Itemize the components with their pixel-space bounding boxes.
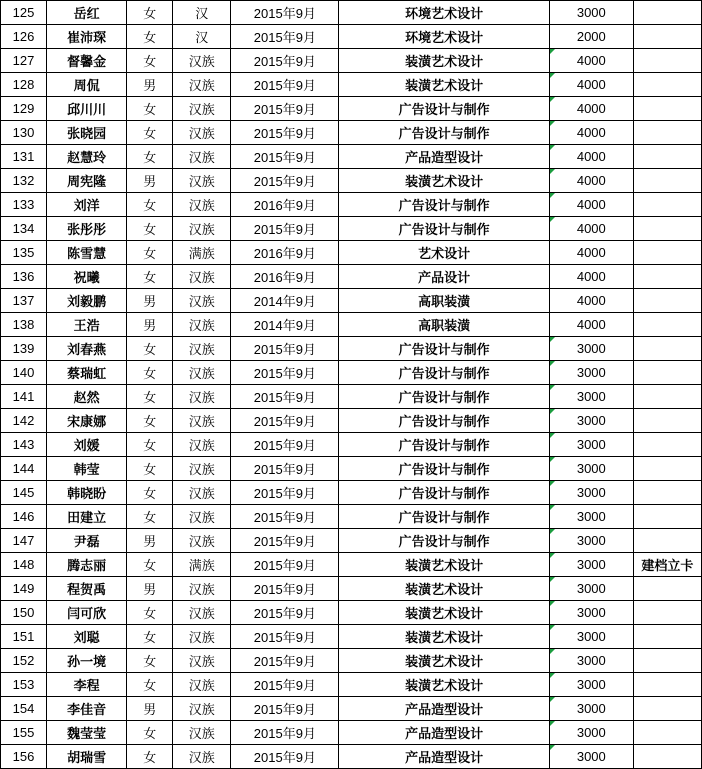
cell-enroll-date[interactable]: 2015年9月 — [231, 673, 339, 697]
cell-enroll-date[interactable]: 2016年9月 — [231, 241, 339, 265]
table-row — [1, 721, 702, 745]
cell-sex[interactable]: 女 — [127, 121, 173, 145]
cell-amount[interactable]: 3000 — [549, 505, 633, 529]
cell-amount[interactable]: 3000 — [549, 649, 633, 673]
cell-amount[interactable]: 2000 — [549, 25, 633, 49]
cell-sex[interactable]: 女 — [127, 337, 173, 361]
cell-amount[interactable]: 3000 — [549, 601, 633, 625]
cell-id[interactable]: 125 — [1, 1, 47, 25]
cell-sex[interactable]: 女 — [127, 745, 173, 769]
cell-ethnicity[interactable]: 汉族 — [173, 385, 231, 409]
cell-sex[interactable]: 女 — [127, 601, 173, 625]
cell-name[interactable]: 孙一境 — [47, 649, 127, 673]
cell-major[interactable]: 装潢艺术设计 — [339, 601, 549, 625]
cell-ethnicity[interactable]: 汉族 — [173, 697, 231, 721]
cell-id[interactable]: 152 — [1, 649, 47, 673]
table-row — [1, 1, 702, 25]
cell-major[interactable]: 产品造型设计 — [339, 697, 549, 721]
cell-amount[interactable]: 3000 — [549, 361, 633, 385]
cell-ethnicity[interactable]: 汉族 — [173, 505, 231, 529]
cell-note[interactable] — [633, 745, 701, 769]
cell-id[interactable]: 139 — [1, 337, 47, 361]
cell-note[interactable] — [633, 217, 701, 241]
cell-id[interactable]: 140 — [1, 361, 47, 385]
cell-major[interactable]: 装潢艺术设计 — [339, 649, 549, 673]
cell-name[interactable]: 周宪隆 — [47, 169, 127, 193]
table-row — [1, 121, 702, 145]
cell-ethnicity[interactable]: 汉族 — [173, 361, 231, 385]
cell-amount[interactable]: 3000 — [549, 745, 633, 769]
cell-name[interactable]: 闫可欣 — [47, 601, 127, 625]
cell-id[interactable]: 130 — [1, 121, 47, 145]
cell-id[interactable]: 135 — [1, 241, 47, 265]
table-row — [1, 625, 702, 649]
cell-amount[interactable]: 4000 — [549, 193, 633, 217]
cell-major[interactable]: 广告设计与制作 — [339, 193, 549, 217]
cell-name[interactable]: 韩晓盼 — [47, 481, 127, 505]
cell-enroll-date[interactable]: 2015年9月 — [231, 217, 339, 241]
cell-amount[interactable]: 3000 — [549, 625, 633, 649]
table-row — [1, 193, 702, 217]
cell-major[interactable]: 装潢艺术设计 — [339, 553, 549, 577]
cell-ethnicity[interactable]: 汉族 — [173, 433, 231, 457]
cell-note[interactable] — [633, 529, 701, 553]
cell-major[interactable]: 产品造型设计 — [339, 745, 549, 769]
cell-amount[interactable]: 4000 — [549, 145, 633, 169]
cell-id[interactable]: 134 — [1, 217, 47, 241]
cell-note[interactable] — [633, 481, 701, 505]
table-row — [1, 481, 702, 505]
cell-enroll-date[interactable]: 2015年9月 — [231, 1, 339, 25]
cell-major[interactable]: 产品造型设计 — [339, 721, 549, 745]
cell-amount[interactable]: 4000 — [549, 289, 633, 313]
cell-enroll-date[interactable]: 2015年9月 — [231, 361, 339, 385]
cell-note[interactable] — [633, 169, 701, 193]
cell-enroll-date[interactable]: 2015年9月 — [231, 121, 339, 145]
cell-id[interactable]: 154 — [1, 697, 47, 721]
cell-enroll-date[interactable]: 2015年9月 — [231, 529, 339, 553]
cell-enroll-date[interactable]: 2016年9月 — [231, 265, 339, 289]
table-row — [1, 97, 702, 121]
cell-sex[interactable]: 女 — [127, 721, 173, 745]
cell-id[interactable]: 137 — [1, 289, 47, 313]
cell-note[interactable] — [633, 577, 701, 601]
cell-enroll-date[interactable]: 2015年9月 — [231, 577, 339, 601]
cell-sex[interactable]: 女 — [127, 361, 173, 385]
cell-major[interactable]: 产品造型设计 — [339, 145, 549, 169]
cell-sex[interactable]: 男 — [127, 73, 173, 97]
cell-name[interactable]: 刘春燕 — [47, 337, 127, 361]
table-row — [1, 433, 702, 457]
cell-note[interactable] — [633, 49, 701, 73]
cell-amount[interactable]: 3000 — [549, 409, 633, 433]
cell-amount[interactable]: 3000 — [549, 1, 633, 25]
cell-enroll-date[interactable]: 2015年9月 — [231, 505, 339, 529]
table-row — [1, 169, 702, 193]
cell-note[interactable] — [633, 25, 701, 49]
cell-major[interactable]: 艺术设计 — [339, 241, 549, 265]
cell-amount[interactable]: 4000 — [549, 121, 633, 145]
cell-enroll-date[interactable]: 2015年9月 — [231, 481, 339, 505]
cell-id[interactable]: 151 — [1, 625, 47, 649]
cell-sex[interactable]: 女 — [127, 625, 173, 649]
cell-name[interactable]: 张晓园 — [47, 121, 127, 145]
cell-ethnicity[interactable]: 汉族 — [173, 601, 231, 625]
cell-enroll-date[interactable]: 2015年9月 — [231, 169, 339, 193]
cell-amount[interactable]: 3000 — [549, 697, 633, 721]
table-row — [1, 337, 702, 361]
cell-sex[interactable]: 男 — [127, 289, 173, 313]
cell-ethnicity[interactable]: 汉族 — [173, 577, 231, 601]
cell-sex[interactable]: 女 — [127, 505, 173, 529]
cell-name[interactable]: 岳红 — [47, 1, 127, 25]
cell-amount[interactable]: 3000 — [549, 553, 633, 577]
cell-amount[interactable]: 3000 — [549, 721, 633, 745]
cell-ethnicity[interactable]: 汉族 — [173, 457, 231, 481]
cell-ethnicity[interactable]: 汉族 — [173, 481, 231, 505]
cell-id[interactable]: 156 — [1, 745, 47, 769]
cell-name[interactable]: 李程 — [47, 673, 127, 697]
cell-id[interactable]: 148 — [1, 553, 47, 577]
cell-enroll-date[interactable]: 2014年9月 — [231, 313, 339, 337]
cell-name[interactable]: 刘毅鹏 — [47, 289, 127, 313]
cell-enroll-date[interactable]: 2015年9月 — [231, 49, 339, 73]
cell-major[interactable]: 广告设计与制作 — [339, 529, 549, 553]
cell-sex[interactable]: 女 — [127, 649, 173, 673]
cell-ethnicity[interactable]: 汉族 — [173, 193, 231, 217]
table-row — [1, 241, 702, 265]
cell-ethnicity[interactable]: 汉族 — [173, 337, 231, 361]
cell-sex[interactable]: 男 — [127, 529, 173, 553]
cell-note[interactable]: 建档立卡 — [633, 553, 701, 577]
table-row — [1, 457, 702, 481]
cell-amount[interactable]: 4000 — [549, 97, 633, 121]
table-row — [1, 49, 702, 73]
cell-ethnicity[interactable]: 汉族 — [173, 409, 231, 433]
cell-enroll-date[interactable]: 2015年9月 — [231, 433, 339, 457]
cell-note[interactable] — [633, 457, 701, 481]
cell-amount[interactable]: 3000 — [549, 385, 633, 409]
cell-sex[interactable]: 男 — [127, 169, 173, 193]
table-row — [1, 409, 702, 433]
cell-ethnicity[interactable]: 汉族 — [173, 289, 231, 313]
cell-amount[interactable]: 4000 — [549, 169, 633, 193]
cell-major[interactable]: 广告设计与制作 — [339, 385, 549, 409]
cell-enroll-date[interactable]: 2015年9月 — [231, 625, 339, 649]
cell-ethnicity[interactable]: 汉族 — [173, 169, 231, 193]
cell-sex[interactable]: 女 — [127, 49, 173, 73]
table-row — [1, 673, 702, 697]
cell-name[interactable]: 蔡瑞虹 — [47, 361, 127, 385]
cell-id[interactable]: 132 — [1, 169, 47, 193]
cell-note[interactable] — [633, 289, 701, 313]
cell-id[interactable]: 142 — [1, 409, 47, 433]
cell-name[interactable]: 陈雪慧 — [47, 241, 127, 265]
cell-amount[interactable]: 3000 — [549, 673, 633, 697]
cell-enroll-date[interactable]: 2015年9月 — [231, 721, 339, 745]
cell-ethnicity[interactable]: 汉族 — [173, 673, 231, 697]
cell-amount[interactable]: 4000 — [549, 265, 633, 289]
cell-id[interactable]: 153 — [1, 673, 47, 697]
cell-note[interactable] — [633, 121, 701, 145]
cell-sex[interactable]: 女 — [127, 193, 173, 217]
cell-id[interactable]: 136 — [1, 265, 47, 289]
cell-enroll-date[interactable]: 2014年9月 — [231, 289, 339, 313]
cell-ethnicity[interactable]: 汉族 — [173, 217, 231, 241]
cell-note[interactable] — [633, 97, 701, 121]
cell-id[interactable]: 146 — [1, 505, 47, 529]
cell-sex[interactable]: 女 — [127, 25, 173, 49]
cell-amount[interactable]: 3000 — [549, 481, 633, 505]
cell-amount[interactable]: 3000 — [549, 457, 633, 481]
cell-sex[interactable]: 女 — [127, 145, 173, 169]
table-row — [1, 145, 702, 169]
cell-major[interactable]: 广告设计与制作 — [339, 337, 549, 361]
cell-major[interactable]: 环境艺术设计 — [339, 1, 549, 25]
table-row — [1, 553, 702, 577]
table-row — [1, 649, 702, 673]
cell-id[interactable]: 150 — [1, 601, 47, 625]
cell-enroll-date[interactable]: 2015年9月 — [231, 553, 339, 577]
cell-name[interactable]: 王浩 — [47, 313, 127, 337]
cell-major[interactable]: 广告设计与制作 — [339, 121, 549, 145]
cell-ethnicity[interactable]: 汉族 — [173, 313, 231, 337]
cell-enroll-date[interactable]: 2015年9月 — [231, 745, 339, 769]
cell-note[interactable] — [633, 337, 701, 361]
cell-id[interactable]: 141 — [1, 385, 47, 409]
table-row — [1, 313, 702, 337]
cell-ethnicity[interactable]: 汉 — [173, 25, 231, 49]
cell-name[interactable]: 腾志丽 — [47, 553, 127, 577]
cell-sex[interactable]: 女 — [127, 1, 173, 25]
cell-name[interactable]: 刘洋 — [47, 193, 127, 217]
cell-major[interactable]: 广告设计与制作 — [339, 457, 549, 481]
table-row — [1, 697, 702, 721]
cell-major[interactable]: 装潢艺术设计 — [339, 673, 549, 697]
cell-amount[interactable]: 4000 — [549, 217, 633, 241]
cell-major[interactable]: 广告设计与制作 — [339, 97, 549, 121]
cell-ethnicity[interactable]: 汉族 — [173, 721, 231, 745]
cell-name[interactable]: 田建立 — [47, 505, 127, 529]
cell-note[interactable] — [633, 193, 701, 217]
cell-enroll-date[interactable]: 2015年9月 — [231, 409, 339, 433]
cell-id[interactable]: 138 — [1, 313, 47, 337]
cell-enroll-date[interactable]: 2015年9月 — [231, 649, 339, 673]
cell-id[interactable]: 145 — [1, 481, 47, 505]
cell-note[interactable] — [633, 721, 701, 745]
cell-major[interactable]: 广告设计与制作 — [339, 409, 549, 433]
cell-enroll-date[interactable]: 2015年9月 — [231, 697, 339, 721]
cell-amount[interactable]: 4000 — [549, 73, 633, 97]
cell-sex[interactable]: 女 — [127, 673, 173, 697]
cell-name[interactable]: 胡瑞雪 — [47, 745, 127, 769]
cell-ethnicity[interactable]: 汉族 — [173, 121, 231, 145]
cell-name[interactable]: 尹磊 — [47, 529, 127, 553]
cell-ethnicity[interactable]: 汉族 — [173, 49, 231, 73]
cell-name[interactable]: 督馨金 — [47, 49, 127, 73]
cell-major[interactable]: 广告设计与制作 — [339, 481, 549, 505]
cell-note[interactable] — [633, 73, 701, 97]
cell-sex[interactable]: 女 — [127, 481, 173, 505]
cell-id[interactable]: 144 — [1, 457, 47, 481]
cell-major[interactable]: 高职装潢 — [339, 313, 549, 337]
cell-major[interactable]: 装潢艺术设计 — [339, 49, 549, 73]
table-row — [1, 217, 702, 241]
cell-sex[interactable]: 女 — [127, 385, 173, 409]
table-row — [1, 385, 702, 409]
cell-amount[interactable]: 3000 — [549, 433, 633, 457]
cell-major[interactable]: 装潢艺术设计 — [339, 625, 549, 649]
cell-ethnicity[interactable]: 满族 — [173, 553, 231, 577]
cell-amount[interactable]: 4000 — [549, 313, 633, 337]
cell-sex[interactable]: 女 — [127, 97, 173, 121]
table-row — [1, 601, 702, 625]
table-row — [1, 289, 702, 313]
cell-name[interactable]: 刘媛 — [47, 433, 127, 457]
cell-id[interactable]: 128 — [1, 73, 47, 97]
cell-id[interactable]: 133 — [1, 193, 47, 217]
cell-note[interactable] — [633, 601, 701, 625]
cell-ethnicity[interactable]: 汉族 — [173, 649, 231, 673]
cell-amount[interactable]: 4000 — [549, 49, 633, 73]
cell-major[interactable]: 环境艺术设计 — [339, 25, 549, 49]
cell-note[interactable] — [633, 697, 701, 721]
cell-note[interactable] — [633, 265, 701, 289]
cell-name[interactable]: 张彤彤 — [47, 217, 127, 241]
cell-ethnicity[interactable]: 汉 — [173, 1, 231, 25]
cell-note[interactable] — [633, 505, 701, 529]
cell-ethnicity[interactable]: 汉族 — [173, 97, 231, 121]
cell-enroll-date[interactable]: 2015年9月 — [231, 25, 339, 49]
cell-name[interactable]: 魏莹莹 — [47, 721, 127, 745]
cell-major[interactable]: 广告设计与制作 — [339, 217, 549, 241]
cell-note[interactable] — [633, 409, 701, 433]
cell-name[interactable]: 宋康娜 — [47, 409, 127, 433]
cell-id[interactable]: 131 — [1, 145, 47, 169]
cell-enroll-date[interactable]: 2015年9月 — [231, 337, 339, 361]
cell-amount[interactable]: 3000 — [549, 337, 633, 361]
cell-name[interactable]: 邱川川 — [47, 97, 127, 121]
cell-enroll-date[interactable]: 2015年9月 — [231, 601, 339, 625]
cell-id[interactable]: 143 — [1, 433, 47, 457]
cell-name[interactable]: 崔沛琛 — [47, 25, 127, 49]
cell-name[interactable]: 赵然 — [47, 385, 127, 409]
cell-note[interactable] — [633, 1, 701, 25]
cell-name[interactable]: 祝曦 — [47, 265, 127, 289]
cell-ethnicity[interactable]: 汉族 — [173, 145, 231, 169]
cell-ethnicity[interactable]: 汉族 — [173, 529, 231, 553]
cell-ethnicity[interactable]: 满族 — [173, 241, 231, 265]
cell-enroll-date[interactable]: 2016年9月 — [231, 193, 339, 217]
cell-note[interactable] — [633, 313, 701, 337]
cell-ethnicity[interactable]: 汉族 — [173, 745, 231, 769]
cell-major[interactable]: 装潢艺术设计 — [339, 73, 549, 97]
cell-name[interactable]: 赵慧玲 — [47, 145, 127, 169]
cell-sex[interactable]: 男 — [127, 313, 173, 337]
table-row — [1, 745, 702, 769]
cell-name[interactable]: 周侃 — [47, 73, 127, 97]
cell-note[interactable] — [633, 433, 701, 457]
cell-enroll-date[interactable]: 2015年9月 — [231, 385, 339, 409]
cell-enroll-date[interactable]: 2015年9月 — [231, 73, 339, 97]
cell-note[interactable] — [633, 673, 701, 697]
cell-amount[interactable]: 4000 — [549, 241, 633, 265]
cell-name[interactable]: 李佳音 — [47, 697, 127, 721]
cell-sex[interactable]: 女 — [127, 457, 173, 481]
cell-major[interactable]: 装潢艺术设计 — [339, 169, 549, 193]
cell-major[interactable]: 广告设计与制作 — [339, 361, 549, 385]
cell-id[interactable]: 155 — [1, 721, 47, 745]
table-row — [1, 529, 702, 553]
cell-id[interactable]: 127 — [1, 49, 47, 73]
table-row — [1, 73, 702, 97]
cell-major[interactable]: 装潢艺术设计 — [339, 577, 549, 601]
cell-sex[interactable]: 女 — [127, 553, 173, 577]
cell-enroll-date[interactable]: 2015年9月 — [231, 457, 339, 481]
table-row — [1, 361, 702, 385]
cell-ethnicity[interactable]: 汉族 — [173, 73, 231, 97]
cell-major[interactable]: 广告设计与制作 — [339, 433, 549, 457]
cell-enroll-date[interactable]: 2015年9月 — [231, 97, 339, 121]
cell-enroll-date[interactable]: 2015年9月 — [231, 145, 339, 169]
cell-name[interactable]: 程贺禹 — [47, 577, 127, 601]
cell-amount[interactable]: 3000 — [549, 577, 633, 601]
cell-major[interactable]: 高职装潢 — [339, 289, 549, 313]
cell-major[interactable]: 广告设计与制作 — [339, 505, 549, 529]
cell-sex[interactable]: 男 — [127, 697, 173, 721]
cell-sex[interactable]: 女 — [127, 433, 173, 457]
cell-major[interactable]: 产品设计 — [339, 265, 549, 289]
cell-note[interactable] — [633, 385, 701, 409]
cell-note[interactable] — [633, 145, 701, 169]
cell-note[interactable] — [633, 625, 701, 649]
cell-note[interactable] — [633, 649, 701, 673]
cell-sex[interactable]: 女 — [127, 409, 173, 433]
cell-id[interactable]: 126 — [1, 25, 47, 49]
table-row — [1, 577, 702, 601]
cell-id[interactable]: 147 — [1, 529, 47, 553]
cell-note[interactable] — [633, 241, 701, 265]
cell-name[interactable]: 刘聪 — [47, 625, 127, 649]
table-row — [1, 505, 702, 529]
cell-ethnicity[interactable]: 汉族 — [173, 625, 231, 649]
cell-amount[interactable]: 3000 — [549, 529, 633, 553]
cell-sex[interactable]: 男 — [127, 577, 173, 601]
cell-id[interactable]: 149 — [1, 577, 47, 601]
cell-sex[interactable]: 女 — [127, 241, 173, 265]
cell-id[interactable]: 129 — [1, 97, 47, 121]
cell-note[interactable] — [633, 361, 701, 385]
table-row — [1, 25, 702, 49]
cell-sex[interactable]: 女 — [127, 265, 173, 289]
cell-sex[interactable]: 女 — [127, 217, 173, 241]
cell-ethnicity[interactable]: 汉族 — [173, 265, 231, 289]
cell-name[interactable]: 韩莹 — [47, 457, 127, 481]
table-row — [1, 265, 702, 289]
